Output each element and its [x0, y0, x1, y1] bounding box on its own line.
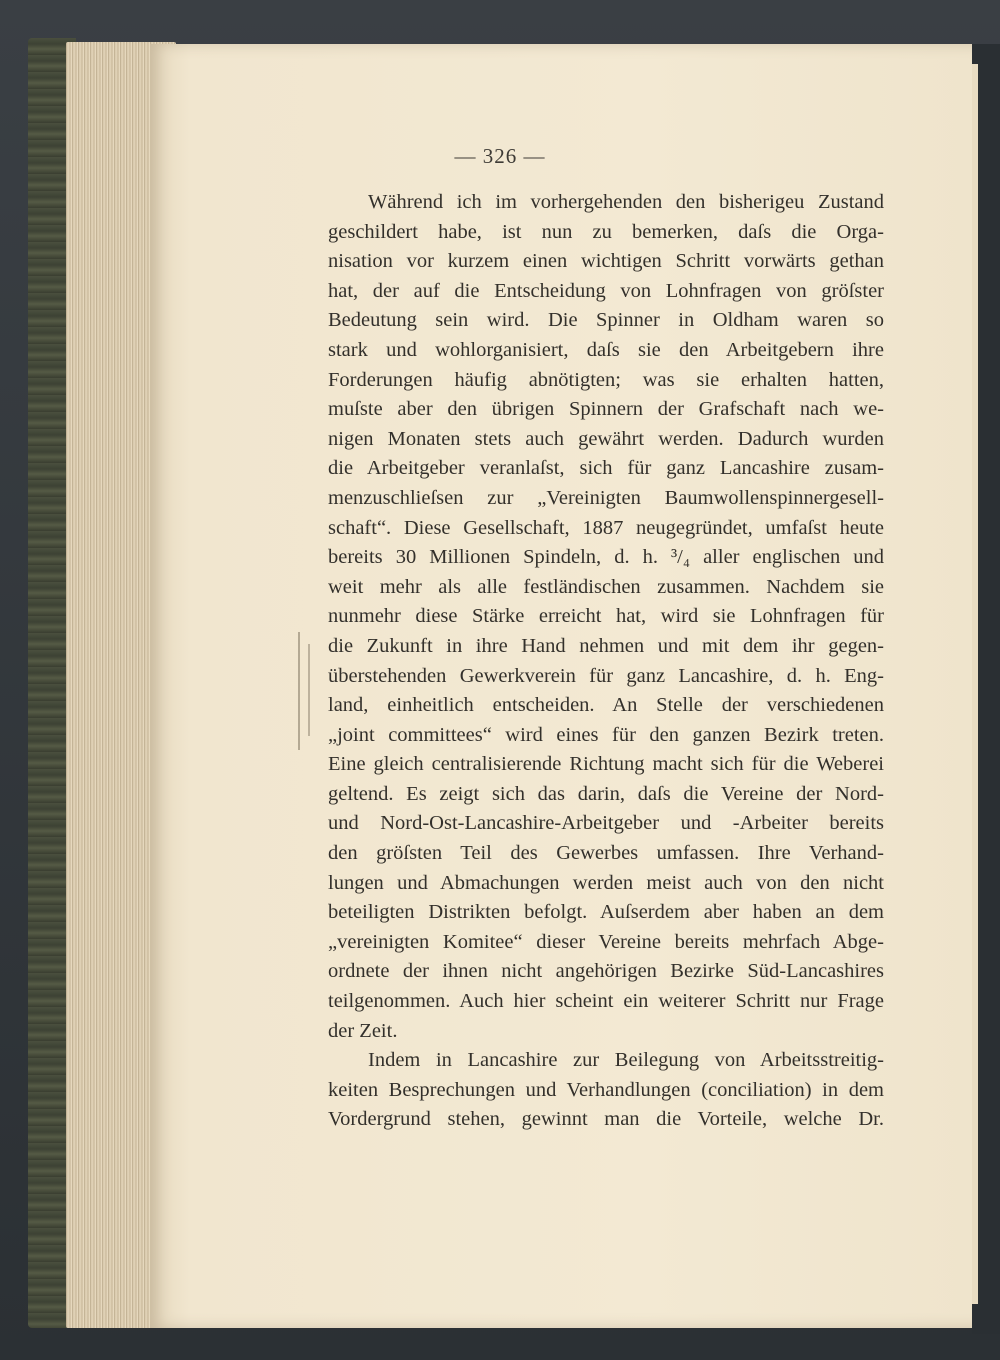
text-line: Forderungen häufig abnötigten; was sie erhalten hatten, — [328, 368, 884, 391]
text-line: teilgenommen. Auch hier scheint ein weiterer Schritt nur Frage — [328, 990, 884, 1013]
text-line: bereits 30 Millionen Spindeln, d. h. ³/₄ aller englischen und — [328, 546, 884, 569]
text-line: ordnete der ihnen nicht angehörigen Bezirke Süd-Lancashires — [328, 960, 884, 983]
text-line: Bedeutung sein wird. Die Spinner in Oldham waren so — [328, 309, 884, 332]
page-number: — 326 — — [454, 144, 546, 168]
text-line: die Arbeitgeber veranlaſst, sich für ganz Lancashire zusam- — [328, 457, 884, 480]
text-line: geschildert habe, ist nun zu bemerken, daſs die Orga- — [328, 220, 884, 243]
text-line: weit mehr als alle festländischen zusammen. Nachdem sie — [328, 575, 884, 598]
text-line: beteiligten Distrikten befolgt. Auſserdem aber haben an dem — [328, 901, 884, 924]
margin-pencil-marks — [298, 632, 320, 750]
text-line: menzuschlieſsen zur „Vereinigten Baumwollenspinnergesell- — [328, 486, 884, 509]
text-line: Eine gleich centralisierende Richtung macht sich für die Weberei — [328, 753, 884, 776]
text-line: schaft“. Diese Gesellschaft, 1887 neugegründet, umfaſst heute — [328, 516, 884, 539]
text-line: und Nord-Ost-Lancashire-Arbeitgeber und -Arbeiter bereits — [328, 812, 884, 835]
scanner-background — [972, 44, 1000, 1334]
text-line: „joint committees“ wird eines für den ganzen Bezirk treten. — [328, 723, 884, 746]
text-line: die Zukunft in ihre Hand nehmen und mit dem ihr gegen- — [328, 634, 884, 657]
text-line: nigen Monaten stets auch gewährt werden. Dadurch wurden — [328, 427, 884, 450]
text-line: muſste aber den übrigen Spinnern der Grafschaft nach we- — [328, 398, 884, 421]
text-line: Während ich im vorhergehenden den bisherigeu Zustand — [368, 191, 884, 213]
text-line: lungen und Abmachungen werden meist auch von den nicht — [328, 871, 884, 894]
text-line: den gröſsten Teil des Gewerbes umfassen. Ihre Verhand- — [328, 842, 884, 865]
text-line: Indem in Lancashire zur Beilegung von Arbeitsstreitig- — [368, 1049, 884, 1072]
text-line: nisation vor kurzem einen wichtigen Schritt vorwärts gethan — [328, 250, 884, 273]
text-line: stark und wohlorganisiert, daſs sie den Arbeitgebern ihre — [328, 338, 884, 361]
text-line: der Zeit. — [328, 1019, 398, 1042]
text-line: keiten Besprechungen und Verhandlungen (conciliation) in dem — [328, 1078, 884, 1101]
body-text — [328, 188, 884, 1135]
text-line: land, einheitlich entscheiden. An Stelle der verschiedenen — [328, 694, 884, 717]
text-line: hat, der auf die Entscheidung von Lohnfragen von gröſster — [328, 279, 884, 302]
text-line: überstehenden Gewerkverein für ganz Lancashire, d. h. Eng- — [328, 664, 884, 687]
text-line: Vordergrund stehen, gewinnt man die Vorteile, welche Dr. — [328, 1108, 884, 1131]
facing-page-edge — [972, 64, 978, 1304]
text-line: nunmehr diese Stärke erreicht hat, wird sie Lohnfragen für — [328, 605, 884, 628]
text-line: geltend. Es zeigt sich das darin, daſs die Vereine der Nord- — [328, 782, 884, 805]
text-line: „vereinigten Komitee“ dieser Vereine bereits mehrfach Abge- — [328, 930, 884, 953]
